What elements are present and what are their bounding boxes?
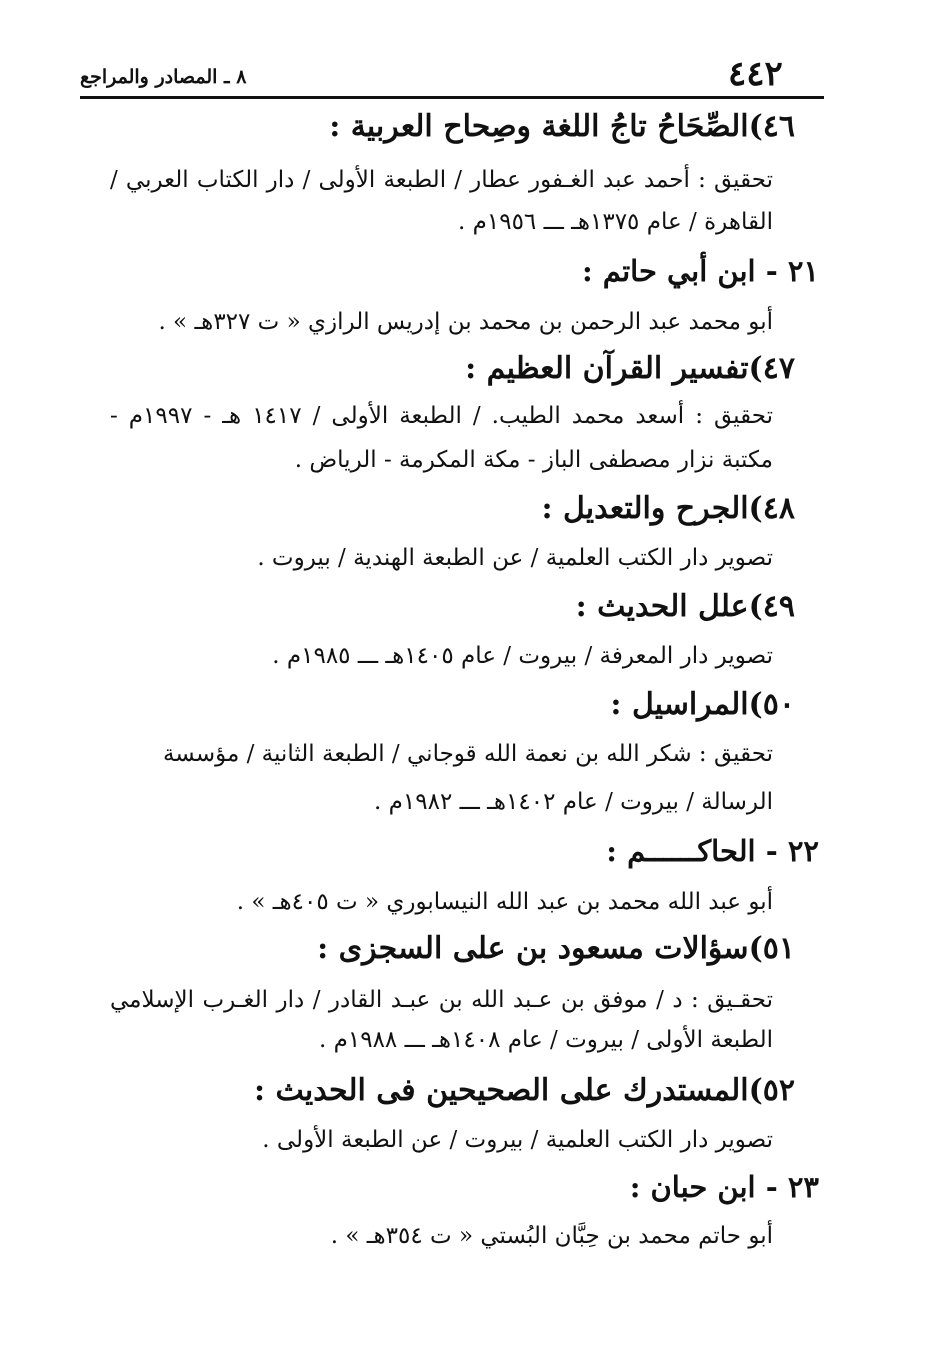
entry-52-line-1: تصوير دار الكتب العلمية / بيروت / عن الطبعة الأولى . <box>262 1127 773 1153</box>
author-21-heading: ٢١ - ابن أبي حاتم : <box>581 254 819 288</box>
author-22-heading: ٢٢ - الحاكــــــم : <box>606 834 819 868</box>
entry-49-title: ٤٩)علل الحديث : <box>575 589 795 624</box>
author-23-bio: أبو حاتم محمد بن حِبَّان البُستي « ت ٣٥٤هـ » . <box>330 1223 773 1249</box>
entry-49-line-1: تصوير دار المعرفة / بيروت / عام ١٤٠٥هـ ـــ ١٩٨٥م . <box>272 643 773 669</box>
entry-47-title: ٤٧)تفسير القرآن العظيم : <box>465 351 795 386</box>
entry-50-title: ٥٠)المراسيل : <box>610 687 795 722</box>
entry-47-line-1: تحقيق : أسعد محمد الطيب. / الطبعة الأولى / ١٤١٧ هـ - ١٩٩٧م - <box>110 403 773 429</box>
entry-51-line-1: تحقـيق : د / موفق بن عـبد الله بن عبـد القادر / دار الغـرب الإسلامي <box>110 987 773 1013</box>
entry-46-title: ٤٦)الصِّحَاحُ تاجُ اللغة وصِحاح العربية : <box>329 109 795 144</box>
entry-46-line-2: القاهرة / عام ١٣٧٥هـ ـــ ١٩٥٦م . <box>457 209 773 235</box>
entry-50-line-1: تحقيق : شكر الله بن نعمة الله قوجاني / الطبعة الثانية / مؤسسة <box>162 741 773 767</box>
page-number: ٤٤٢ <box>728 54 783 94</box>
author-23-heading: ٢٣ - ابن حبان : <box>629 1170 819 1204</box>
author-22-bio: أبو عبد الله محمد بن عبد الله النيسابوري « ت ٤٠٥هـ » . <box>236 889 773 915</box>
entry-48-line-1: تصوير دار الكتب العلمية / عن الطبعة الهندية / بيروت . <box>257 545 773 571</box>
entry-48-title: ٤٨)الجرح والتعديل : <box>541 491 795 526</box>
running-header-title: ٨ ـ المصادر والمراجع <box>80 66 247 88</box>
author-21-bio: أبو محمد عبد الرحمن بن محمد بن إدريس الرازي « ت ٣٢٧هـ » . <box>158 309 773 335</box>
header-rule <box>80 96 824 99</box>
entry-51-line-2: الطبعة الأولى / بيروت / عام ١٤٠٨هـ ـــ ١٩٨٨م . <box>319 1027 773 1053</box>
entry-51-title: ٥١)سؤالات مسعود بن على السجزى : <box>317 931 795 966</box>
entry-50-line-2: الرسالة / بيروت / عام ١٤٠٢هـ ـــ ١٩٨٢م . <box>374 789 773 815</box>
entry-47-line-2: مكتبة نزار مصطفى الباز - مكة المكرمة - الرياض . <box>294 447 773 473</box>
entry-46-line-1: تحقيق : أحمد عبد الغـفور عطار / الطبعة الأولى / دار الكتاب العربي / <box>110 167 773 193</box>
entry-52-title: ٥٢)المستدرك على الصحيحين فى الحديث : <box>253 1073 795 1108</box>
